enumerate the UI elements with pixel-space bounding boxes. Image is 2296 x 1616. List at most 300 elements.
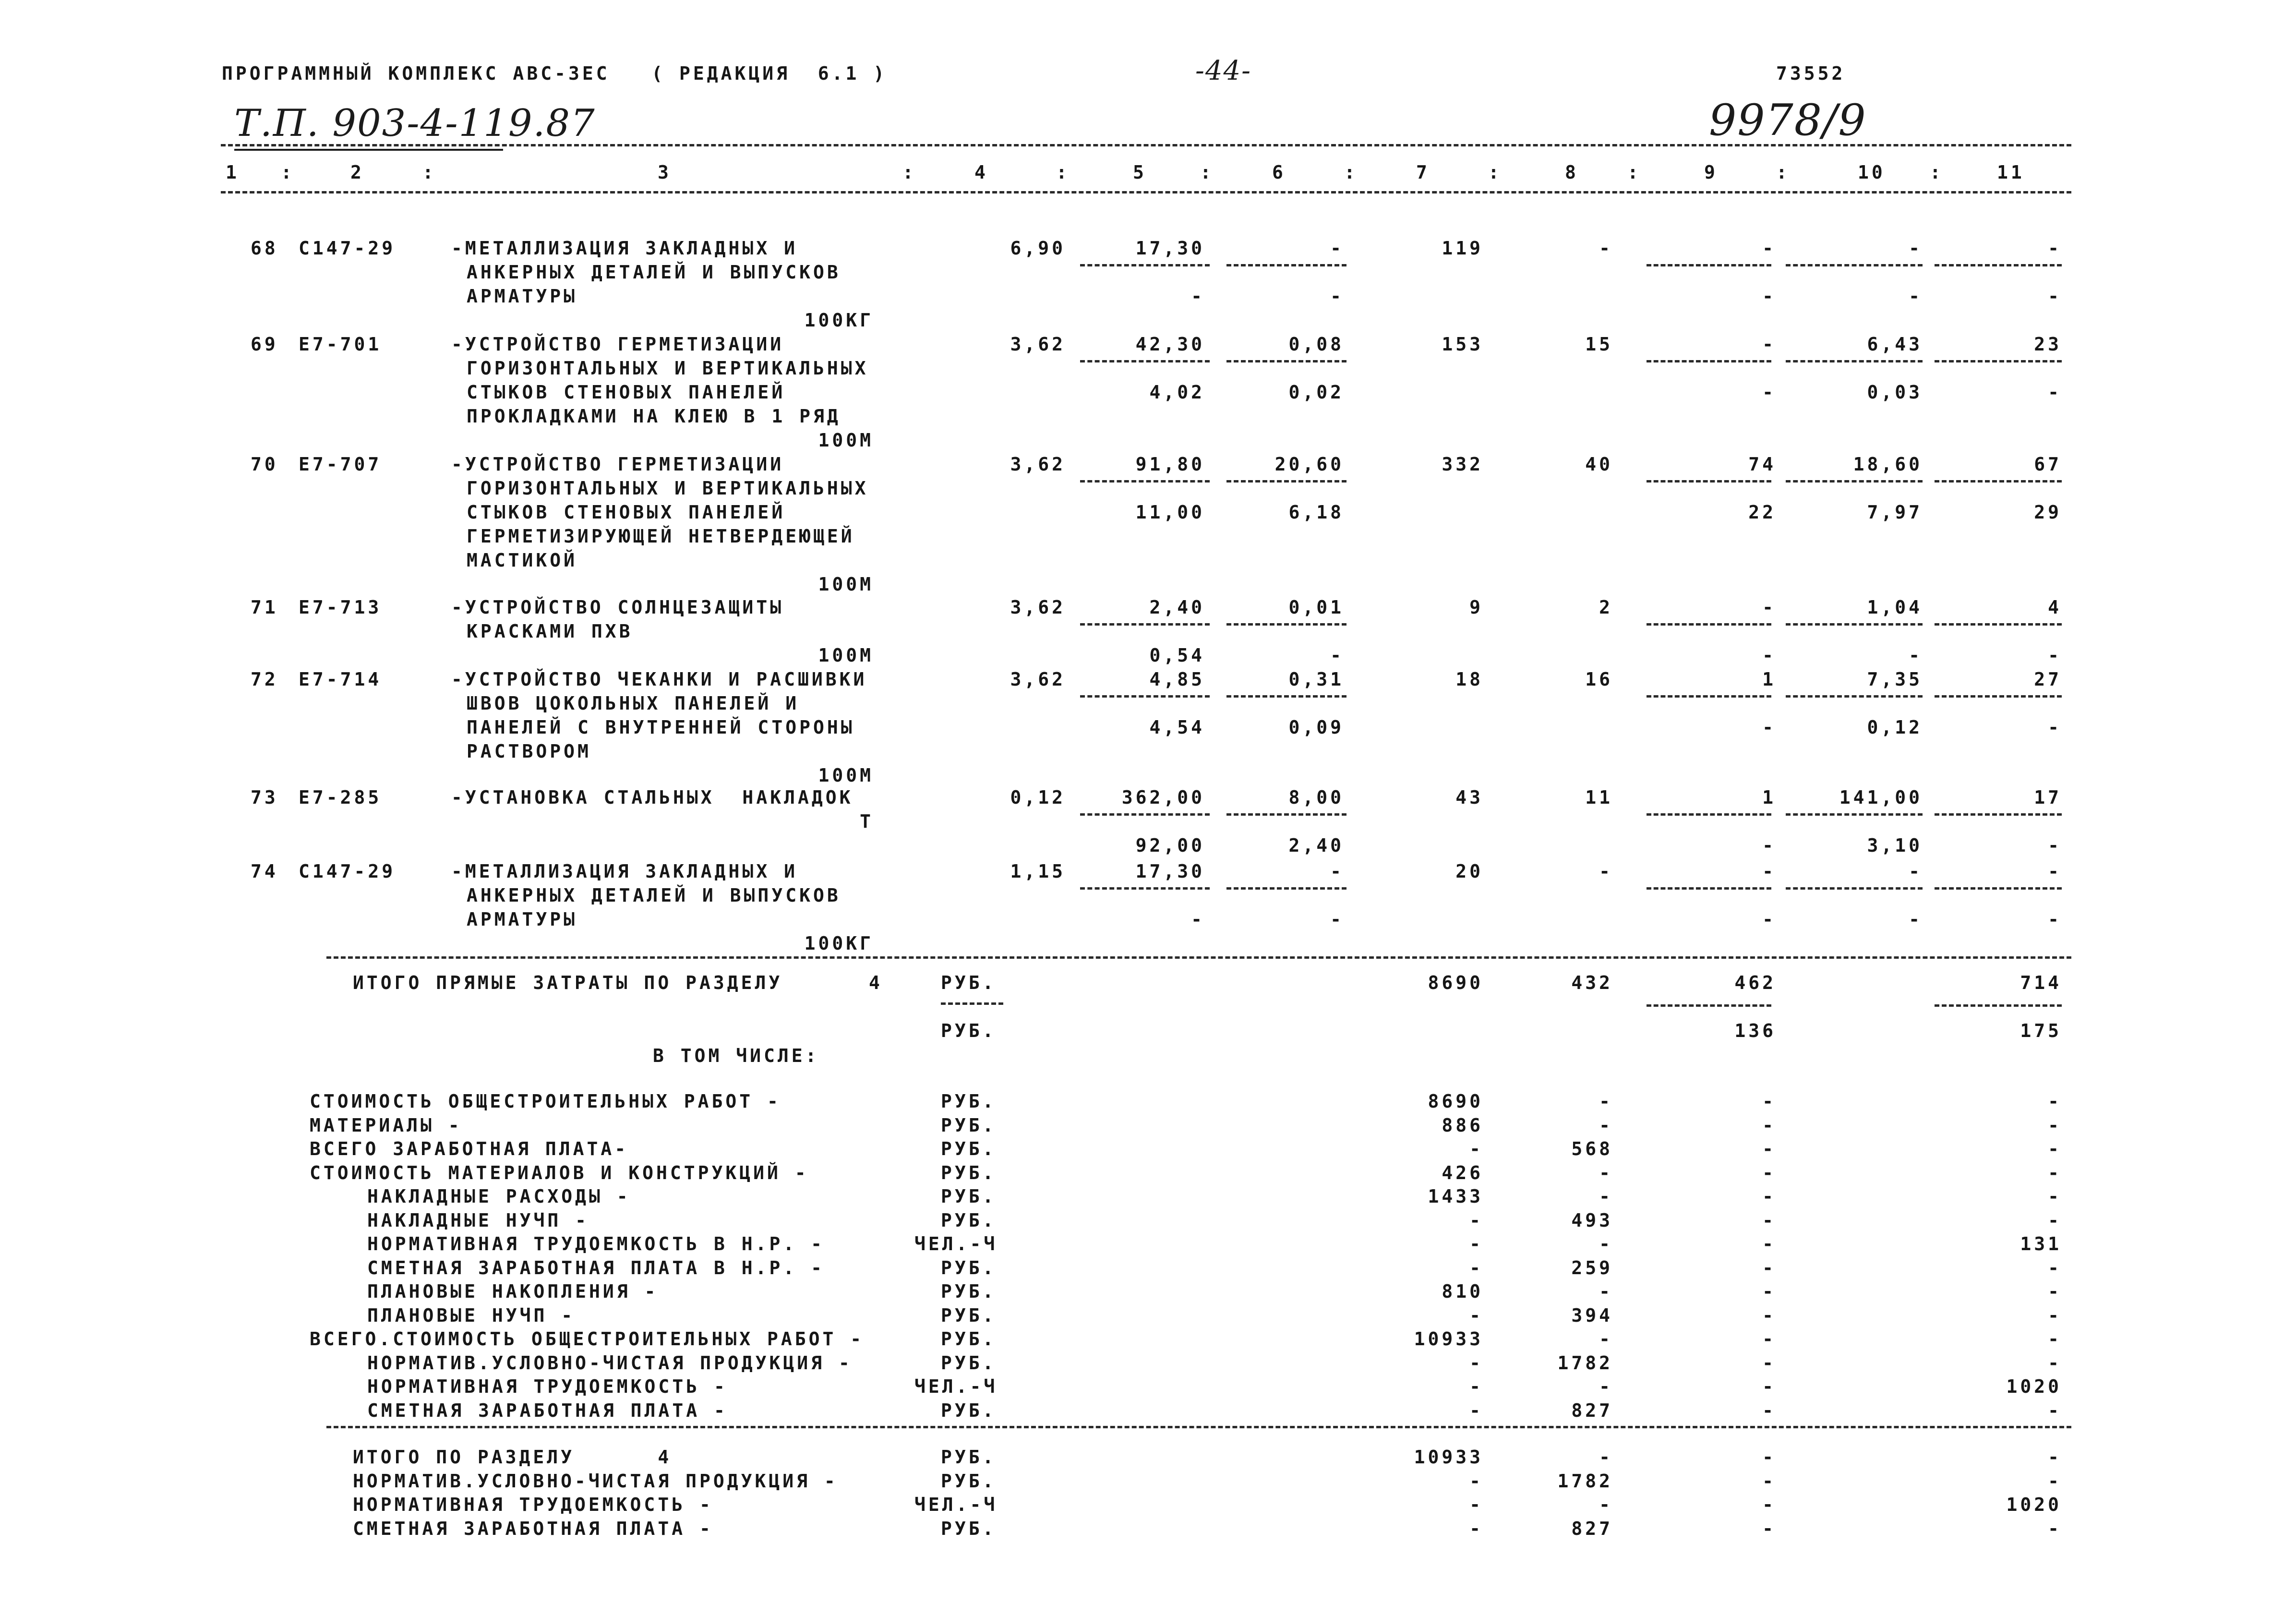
breakdown-col9: -: [1762, 1352, 1776, 1374]
breakdown-label: НАКЛАДНЫЕ НУЧП -: [367, 1209, 589, 1231]
breakdown-col9: -: [1762, 1114, 1776, 1136]
row-col8: -: [1599, 861, 1613, 882]
breakdown-col7: -: [1469, 1138, 1483, 1159]
breakdown-col8: -: [1599, 1376, 1613, 1397]
section-total-col7: -: [1469, 1470, 1483, 1492]
row-col8: 15: [1585, 334, 1613, 355]
column-header-cell: 1: [226, 162, 240, 183]
breakdown-unit: РУБ.: [941, 1352, 997, 1374]
row-col8: 2: [1599, 597, 1613, 618]
column-header-cell: :: [902, 162, 916, 183]
row-col4: 0,12: [1010, 787, 1066, 808]
row-col11-a: 17: [2034, 787, 2062, 808]
row-col6-a: 0,01: [1288, 597, 1344, 618]
row-col6-b: 0,02: [1288, 382, 1344, 403]
row-col9-b: -: [1762, 286, 1776, 307]
row-code: С147-29: [299, 238, 396, 259]
breakdown-col8: -: [1599, 1162, 1613, 1183]
breakdown-label: СТОИМОСТЬ МАТЕРИАЛОВ И КОНСТРУКЦИЙ -: [310, 1162, 809, 1183]
row-col6-a: 0,31: [1288, 669, 1344, 690]
cell-separator: [1226, 695, 1346, 698]
breakdown-col7: -: [1469, 1399, 1483, 1421]
row-col8: 40: [1585, 454, 1613, 475]
cell-separator: [1786, 887, 1923, 890]
total-col9-a: 462: [1734, 972, 1776, 993]
row-col11-b: -: [2048, 909, 2062, 930]
breakdown-label: НОРМАТИВ.УСЛОВНО-ЧИСТАЯ ПРОДУКЦИЯ -: [367, 1352, 853, 1374]
row-col11-b: -: [2048, 382, 2062, 403]
row-col7: 43: [1455, 787, 1483, 808]
cell-separator: [1080, 623, 1210, 626]
row-number: 68: [251, 238, 278, 259]
row-col5-a: 42,30: [1135, 334, 1205, 355]
breakdown-col9: -: [1762, 1186, 1776, 1207]
cell-separator: [1080, 480, 1210, 482]
breakdown-col7: -: [1469, 1233, 1483, 1254]
row-col6-a: 8,00: [1288, 787, 1344, 808]
row-col5-a: 17,30: [1135, 238, 1205, 259]
column-header-cell: 5: [1133, 162, 1147, 183]
sheet-number: 9978/9: [1709, 95, 1867, 145]
row-col6-a: 20,60: [1274, 454, 1344, 475]
breakdown-col8: -: [1599, 1114, 1613, 1136]
section-total-col7: 10933: [1414, 1447, 1483, 1468]
row-col5-b: 11,00: [1135, 502, 1205, 523]
row-number: 72: [251, 669, 278, 690]
column-header-cell: :: [1627, 162, 1641, 183]
row-unit: 100М: [818, 765, 874, 786]
row-unit: 100М: [818, 645, 874, 666]
row-col10-a: 7,35: [1867, 669, 1923, 690]
row-description-line: -УСТРОЙСТВО ГЕРМЕТИЗАЦИИ: [451, 334, 784, 355]
breakdown-label: СМЕТНАЯ ЗАРАБОТНАЯ ПЛАТА -: [367, 1399, 728, 1421]
total-col11-b: 175: [2020, 1020, 2062, 1041]
breakdown-unit: РУБ.: [941, 1138, 997, 1159]
handwriting-underline: [234, 149, 503, 151]
row-col11-b: -: [2048, 717, 2062, 738]
row-col4: 6,90: [1010, 238, 1066, 259]
cell-separator: [1935, 480, 2062, 482]
breakdown-col11: -: [2048, 1209, 2062, 1231]
breakdown-unit: РУБ.: [941, 1328, 997, 1350]
section-total-col9: -: [1762, 1447, 1776, 1468]
breakdown-col11: 1020: [2006, 1376, 2062, 1397]
breakdown-col7: 810: [1442, 1281, 1483, 1302]
column-header-cell: 3: [658, 162, 672, 183]
section-total-label: НОРМАТИВНАЯ ТРУДОЕМКОСТЬ -: [353, 1494, 713, 1515]
column-header-cell: :: [1776, 162, 1790, 183]
project-number: Т.П. 903-4-119.87: [234, 102, 596, 145]
row-col7: 119: [1442, 238, 1483, 259]
row-number: 71: [251, 597, 278, 618]
breakdown-col9: -: [1762, 1304, 1776, 1326]
row-col10-b: 7,97: [1867, 502, 1923, 523]
section-total-unit: РУБ.: [941, 1470, 997, 1492]
breakdown-unit: РУБ.: [941, 1399, 997, 1421]
row-col8: 16: [1585, 669, 1613, 690]
cell-separator: [1647, 480, 1771, 482]
row-col11-a: 27: [2034, 669, 2062, 690]
row-col9-a: -: [1762, 597, 1776, 618]
section-total-col11: -: [2048, 1447, 2062, 1468]
cell-separator: [1786, 623, 1923, 626]
row-description-line: -МЕТАЛЛИЗАЦИЯ ЗАКЛАДНЫХ И: [451, 238, 798, 259]
column-header-cell: :: [1200, 162, 1214, 183]
row-description-line: ГЕРМЕТИЗИРУЮЩЕЙ НЕТВЕРДЕЮЩЕЙ: [467, 526, 855, 547]
column-header-cell: 2: [350, 162, 364, 183]
row-unit: 100М: [818, 430, 874, 451]
row-code: Е7-285: [299, 787, 382, 808]
row-number: 70: [251, 454, 278, 475]
row-description-line: -УСТРОЙСТВО СОЛНЦЕЗАЩИТЫ: [451, 597, 784, 618]
row-col5-b: -: [1191, 909, 1205, 930]
row-code: Е7-701: [299, 334, 382, 355]
row-code: Е7-713: [299, 597, 382, 618]
section-total-unit: РУБ.: [941, 1447, 997, 1468]
row-description-line: СТЫКОВ СТЕНОВЫХ ПАНЕЛЕЙ: [467, 502, 786, 523]
breakdown-col11: -: [2048, 1091, 2062, 1112]
row-col7: 9: [1469, 597, 1483, 618]
column-header-cell: 11: [1997, 162, 2025, 183]
row-col5-b: 0,54: [1149, 645, 1205, 666]
row-description-line: -УСТРОЙСТВО ЧЕКАНКИ И РАСШИВКИ: [451, 669, 867, 690]
row-col7: 20: [1455, 861, 1483, 882]
breakdown-label: НОРМАТИВНАЯ ТРУДОЕМКОСТЬ В Н.Р. -: [367, 1233, 825, 1254]
section-total-unit: ЧЕЛ.-Ч: [914, 1494, 998, 1515]
row-col9-a: -: [1762, 334, 1776, 355]
breakdown-col9: -: [1762, 1162, 1776, 1183]
row-col7: 18: [1455, 669, 1483, 690]
cell-separator: [1935, 813, 2062, 816]
breakdown-col7: -: [1469, 1209, 1483, 1231]
row-col6-b: -: [1330, 909, 1344, 930]
total-unit-2: РУБ.: [941, 1020, 997, 1041]
cell-separator: [1786, 813, 1923, 816]
row-col6-b: -: [1330, 286, 1344, 307]
row-col8: 11: [1585, 787, 1613, 808]
breakdown-unit: ЧЕЛ.-Ч: [914, 1376, 998, 1397]
row-col9-a: -: [1762, 238, 1776, 259]
row-description-line: АНКЕРНЫХ ДЕТАЛЕЙ И ВЫПУСКОВ: [467, 262, 841, 283]
row-col10-a: 141,00: [1839, 787, 1923, 808]
row-description-line: АРМАТУРЫ: [467, 286, 578, 307]
row-col6-b: 6,18: [1288, 502, 1344, 523]
row-unit: 100М: [818, 574, 874, 595]
breakdown-col8: -: [1599, 1186, 1613, 1207]
row-number: 74: [251, 861, 278, 882]
breakdown-col7: 1433: [1428, 1186, 1483, 1207]
column-header-cell: 6: [1272, 162, 1286, 183]
breakdown-unit: РУБ.: [941, 1186, 997, 1207]
row-col4: 3,62: [1010, 597, 1066, 618]
total-unit-dash: [941, 1002, 1003, 1005]
cell-separator: [1647, 623, 1771, 626]
row-col8: -: [1599, 238, 1613, 259]
breakdown-col11: -: [2048, 1328, 2062, 1350]
row-col6-b: 0,09: [1288, 717, 1344, 738]
row-description-line: -УСТРОЙСТВО ГЕРМЕТИЗАЦИИ: [451, 454, 784, 475]
row-description-line: АРМАТУРЫ: [467, 909, 578, 930]
cell-separator: [1080, 264, 1210, 266]
cell-separator: [1080, 360, 1210, 362]
row-col5-b: 4,54: [1149, 717, 1205, 738]
cell-separator: [1786, 264, 1923, 266]
cell-separator: [1080, 813, 1210, 816]
row-col9-b: -: [1762, 645, 1776, 666]
breakdown-col11: -: [2048, 1304, 2062, 1326]
breakdown-col7: -: [1469, 1304, 1483, 1326]
row-col7: 153: [1442, 334, 1483, 355]
row-col4: 3,62: [1010, 334, 1066, 355]
header-rule-top: [221, 144, 2071, 146]
row-unit: Т: [860, 811, 874, 832]
row-description-line: ПРОКЛАДКАМИ НА КЛЕЮ В 1 РЯД: [467, 406, 841, 427]
breakdown-label: ВСЕГО.СТОИМОСТЬ ОБЩЕСТРОИТЕЛЬНЫХ РАБОТ -: [310, 1328, 865, 1350]
breakdown-col8: -: [1599, 1328, 1613, 1350]
total-section: 4: [869, 972, 883, 993]
row-col11-b: -: [2048, 286, 2062, 307]
row-col6-a: -: [1330, 861, 1344, 882]
row-description-line: -УСТАНОВКА СТАЛЬНЫХ НАКЛАДОК: [451, 787, 853, 808]
column-header-cell: 4: [974, 162, 988, 183]
row-col9-b: -: [1762, 909, 1776, 930]
total-col11-dash: [1935, 1004, 2062, 1007]
program-title: ПРОГРАММНЫЙ КОМПЛЕКС АВС-3ЕС ( РЕДАКЦИЯ 6.1 ): [222, 63, 888, 84]
section-total-col7: -: [1469, 1494, 1483, 1515]
header-rule-bottom: [221, 191, 2071, 193]
breakdown-col11: -: [2048, 1352, 2062, 1374]
cell-separator: [1935, 695, 2062, 698]
row-col9-a: -: [1762, 861, 1776, 882]
row-description-line: ШВОВ ЦОКОЛЬНЫХ ПАНЕЛЕЙ И: [467, 693, 800, 714]
section-total-col8: -: [1599, 1447, 1613, 1468]
row-col11-a: -: [2048, 238, 2062, 259]
cell-separator: [1935, 887, 2062, 890]
row-description-line: ГОРИЗОНТАЛЬНЫХ И ВЕРТИКАЛЬНЫХ: [467, 478, 869, 499]
breakdown-col8: 827: [1571, 1399, 1613, 1421]
row-col5-a: 4,85: [1149, 669, 1205, 690]
row-code: Е7-707: [299, 454, 382, 475]
breakdown-col9: -: [1762, 1281, 1776, 1302]
breakdown-label: НАКЛАДНЫЕ РАСХОДЫ -: [367, 1186, 631, 1207]
breakdown-col9: -: [1762, 1209, 1776, 1231]
document-code: 73552: [1776, 63, 1846, 84]
column-header-cell: :: [281, 162, 295, 183]
breakdown-unit: РУБ.: [941, 1091, 997, 1112]
cell-separator: [1786, 480, 1923, 482]
breakdown-col11: 131: [2020, 1233, 2062, 1254]
breakdown-unit: РУБ.: [941, 1257, 997, 1278]
row-col10-b: -: [1909, 286, 1923, 307]
section-total-col9: -: [1762, 1494, 1776, 1515]
breakdown-col7: 886: [1442, 1114, 1483, 1136]
total-col8: 432: [1571, 972, 1613, 993]
totals-rule: [326, 956, 2071, 959]
breakdown-col7: -: [1469, 1257, 1483, 1278]
total-col9-dash: [1647, 1004, 1771, 1007]
breakdown-col9: -: [1762, 1257, 1776, 1278]
row-col5-a: 17,30: [1135, 861, 1205, 882]
breakdown-col7: -: [1469, 1352, 1483, 1374]
cell-separator: [1647, 360, 1771, 362]
row-col9-a: 1: [1762, 669, 1776, 690]
breakdown-label: НОРМАТИВНАЯ ТРУДОЕМКОСТЬ -: [367, 1376, 728, 1397]
breakdown-unit: РУБ.: [941, 1114, 997, 1136]
breakdown-col8: 394: [1571, 1304, 1613, 1326]
breakdown-label: ПЛАНОВЫЕ НАКОПЛЕНИЯ -: [367, 1281, 659, 1302]
breakdown-col8: 1782: [1557, 1352, 1613, 1374]
row-col6-b: -: [1330, 645, 1344, 666]
row-col5-b: 92,00: [1135, 835, 1205, 856]
row-col5-b: 4,02: [1149, 382, 1205, 403]
column-header-cell: 10: [1858, 162, 1886, 183]
cell-separator: [1786, 360, 1923, 362]
breakdown-col7: -: [1469, 1376, 1483, 1397]
breakdown-col9: -: [1762, 1233, 1776, 1254]
row-col5-a: 2,40: [1149, 597, 1205, 618]
page-number: -44-: [1195, 55, 1252, 86]
row-description-line: МАСТИКОЙ: [467, 550, 578, 571]
breakdown-unit: РУБ.: [941, 1162, 997, 1183]
section-total-col9: -: [1762, 1470, 1776, 1492]
section-total-col7: -: [1469, 1518, 1483, 1539]
row-col6-b: 2,40: [1288, 835, 1344, 856]
row-col11-a: 23: [2034, 334, 2062, 355]
cell-separator: [1786, 695, 1923, 698]
row-col10-b: -: [1909, 645, 1923, 666]
section-total-col8: 827: [1571, 1518, 1613, 1539]
row-unit: 100КГ: [804, 933, 874, 954]
breakdown-col9: -: [1762, 1399, 1776, 1421]
total-col9-b: 136: [1734, 1020, 1776, 1041]
row-col10-b: 0,03: [1867, 382, 1923, 403]
breakdown-label: МАТЕРИАЛЫ -: [310, 1114, 462, 1136]
column-header-cell: :: [1930, 162, 1944, 183]
row-col9-b: -: [1762, 717, 1776, 738]
breakdown-col9: -: [1762, 1091, 1776, 1112]
row-col11-b: 29: [2034, 502, 2062, 523]
row-col6-a: 0,08: [1288, 334, 1344, 355]
column-header-cell: :: [422, 162, 436, 183]
row-col5-b: -: [1191, 286, 1205, 307]
cell-separator: [1935, 623, 2062, 626]
section-total-col9: -: [1762, 1518, 1776, 1539]
breakdown-col8: 493: [1571, 1209, 1613, 1231]
row-col4: 3,62: [1010, 454, 1066, 475]
row-col10-a: 6,43: [1867, 334, 1923, 355]
breakdown-unit: РУБ.: [941, 1281, 997, 1302]
row-col10-b: 3,10: [1867, 835, 1923, 856]
section-total-col8: -: [1599, 1494, 1613, 1515]
breakdown-col8: 568: [1571, 1138, 1613, 1159]
row-code: С147-29: [299, 861, 396, 882]
including-label: В ТОМ ЧИСЛЕ:: [653, 1045, 819, 1066]
breakdown-col8: -: [1599, 1091, 1613, 1112]
row-col10-a: -: [1909, 238, 1923, 259]
section-total-rule: [326, 1426, 2071, 1428]
breakdown-label: СМЕТНАЯ ЗАРАБОТНАЯ ПЛАТА В Н.Р. -: [367, 1257, 825, 1278]
breakdown-unit: РУБ.: [941, 1209, 997, 1231]
row-col9-b: -: [1762, 835, 1776, 856]
row-col10-a: -: [1909, 861, 1923, 882]
cell-separator: [1226, 623, 1346, 626]
row-unit: 100КГ: [804, 310, 874, 331]
section-total-col11: -: [2048, 1518, 2062, 1539]
row-description-line: РАСТВОРОМ: [467, 741, 591, 762]
breakdown-col11: -: [2048, 1162, 2062, 1183]
breakdown-col11: -: [2048, 1114, 2062, 1136]
row-col4: 1,15: [1010, 861, 1066, 882]
row-number: 73: [251, 787, 278, 808]
breakdown-unit: РУБ.: [941, 1304, 997, 1326]
column-header-cell: 7: [1416, 162, 1430, 183]
cell-separator: [1080, 695, 1210, 698]
column-header-cell: :: [1056, 162, 1070, 183]
cell-separator: [1647, 695, 1771, 698]
total-col11-a: 714: [2020, 972, 2062, 993]
column-header-cell: :: [1488, 162, 1502, 183]
row-col5-a: 362,00: [1121, 787, 1205, 808]
section-total-label: ИТОГО ПО РАЗДЕЛУ 4: [353, 1447, 672, 1468]
column-header-cell: :: [1344, 162, 1358, 183]
row-description-line: СТЫКОВ СТЕНОВЫХ ПАНЕЛЕЙ: [467, 382, 786, 403]
row-description-line: АНКЕРНЫХ ДЕТАЛЕЙ И ВЫПУСКОВ: [467, 885, 841, 906]
breakdown-col9: -: [1762, 1328, 1776, 1350]
cell-separator: [1226, 480, 1346, 482]
total-unit-1: РУБ.: [941, 972, 997, 993]
breakdown-col11: -: [2048, 1281, 2062, 1302]
section-total-unit: РУБ.: [941, 1518, 997, 1539]
total-col7: 8690: [1428, 972, 1483, 993]
row-col9-a: 74: [1748, 454, 1776, 475]
cell-separator: [1647, 887, 1771, 890]
cell-separator: [1647, 813, 1771, 816]
breakdown-col7: 8690: [1428, 1091, 1483, 1112]
row-col10-a: 1,04: [1867, 597, 1923, 618]
breakdown-label: СТОИМОСТЬ ОБЩЕСТРОИТЕЛЬНЫХ РАБОТ -: [310, 1091, 781, 1112]
row-col11-a: 4: [2048, 597, 2062, 618]
section-total-col11: -: [2048, 1470, 2062, 1492]
cell-separator: [1935, 360, 2062, 362]
breakdown-col11: -: [2048, 1257, 2062, 1278]
breakdown-label: ВСЕГО ЗАРАБОТНАЯ ПЛАТА-: [310, 1138, 629, 1159]
row-description-line: -МЕТАЛЛИЗАЦИЯ ЗАКЛАДНЫХ И: [451, 861, 798, 882]
row-col5-a: 91,80: [1135, 454, 1205, 475]
row-col9-b: -: [1762, 382, 1776, 403]
breakdown-col8: -: [1599, 1233, 1613, 1254]
row-code: Е7-714: [299, 669, 382, 690]
total-label: ИТОГО ПРЯМЫЕ ЗАТРАТЫ ПО РАЗДЕЛУ: [353, 972, 783, 993]
breakdown-col8: 259: [1571, 1257, 1613, 1278]
row-col4: 3,62: [1010, 669, 1066, 690]
row-description-line: ГОРИЗОНТАЛЬНЫХ И ВЕРТИКАЛЬНЫХ: [467, 358, 869, 379]
row-col7: 332: [1442, 454, 1483, 475]
row-col11-b: -: [2048, 835, 2062, 856]
row-number: 69: [251, 334, 278, 355]
row-col10-a: 18,60: [1853, 454, 1923, 475]
cell-separator: [1647, 264, 1771, 266]
breakdown-col11: -: [2048, 1399, 2062, 1421]
breakdown-col9: -: [1762, 1138, 1776, 1159]
row-description-line: ПАНЕЛЕЙ С ВНУТРЕННЕЙ СТОРОНЫ: [467, 717, 855, 738]
section-total-label: СМЕТНАЯ ЗАРАБОТНАЯ ПЛАТА -: [353, 1518, 713, 1539]
row-col10-b: -: [1909, 909, 1923, 930]
breakdown-unit: ЧЕЛ.-Ч: [914, 1233, 998, 1254]
row-col11-a: 67: [2034, 454, 2062, 475]
row-col9-b: 22: [1748, 502, 1776, 523]
breakdown-label: ПЛАНОВЫЕ НУЧП -: [367, 1304, 576, 1326]
cell-separator: [1226, 360, 1346, 362]
